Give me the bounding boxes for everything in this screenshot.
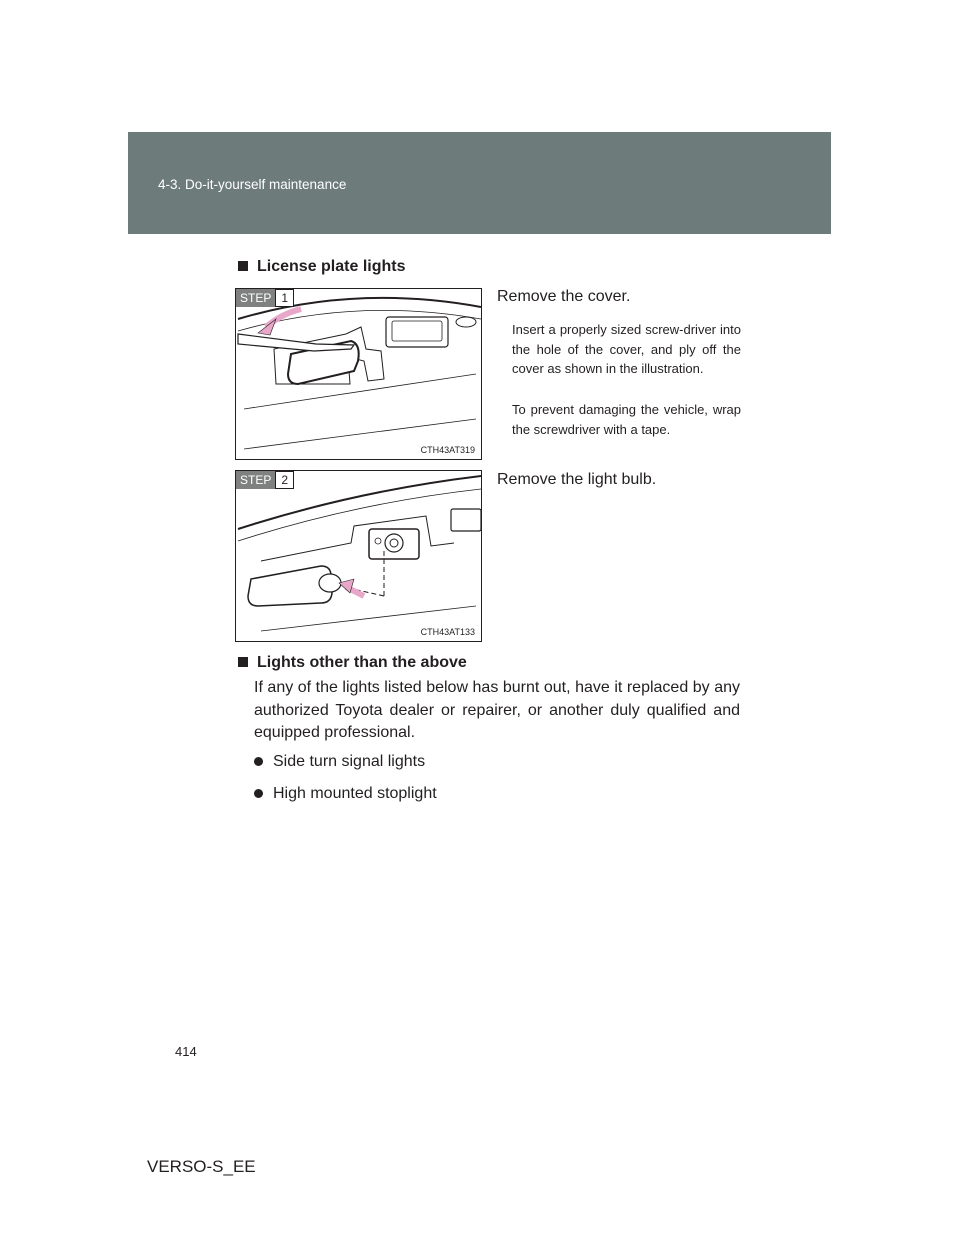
step1-badge xyxy=(236,289,294,307)
figure-code: CTH43AT319 xyxy=(420,445,475,455)
step1-instruction: Remove the cover. xyxy=(497,288,631,305)
figure-step1 xyxy=(235,288,482,460)
square-bullet-icon xyxy=(238,657,248,667)
other-lights-heading xyxy=(238,654,467,672)
page-number: 414 xyxy=(175,1044,197,1059)
list-item xyxy=(254,785,437,803)
list-item-text: High mounted stoplight xyxy=(273,785,437,802)
model-code: VERSO-S_EE xyxy=(147,1157,256,1176)
step1-note-2: To prevent damaging the vehicle, wrap the screwdriver with a tape. xyxy=(512,402,741,437)
license-section-heading xyxy=(238,258,405,276)
license-section-title: License plate lights xyxy=(257,258,406,275)
bulb-removal-illustration xyxy=(236,471,481,641)
step1-note-1: Insert a properly sized screw-driver into the hole of the cover, and ply off the cover as shown in the illustration. xyxy=(512,322,741,376)
step2-instruction: Remove the light bulb. xyxy=(497,471,657,488)
other-lights-title: Lights other than the above xyxy=(257,654,467,671)
step-label: STEP xyxy=(236,471,276,489)
square-bullet-icon xyxy=(238,261,248,271)
cover-removal-illustration xyxy=(236,289,481,459)
figure-step2 xyxy=(235,470,482,642)
step-label: STEP xyxy=(236,289,276,307)
chapter-header xyxy=(128,132,831,234)
figure-code: CTH43AT133 xyxy=(420,627,475,637)
list-item xyxy=(254,753,425,771)
step2-badge xyxy=(236,471,294,489)
chapter-title: 4-3. Do-it-yourself maintenance xyxy=(158,177,347,192)
bullet-icon xyxy=(254,757,263,766)
step-number: 2 xyxy=(276,471,294,489)
step-number: 1 xyxy=(276,289,294,307)
bullet-icon xyxy=(254,789,263,798)
other-lights-paragraph: If any of the lights listed below has burnt out, have it replaced by any authorized Toyota dealer or repairer, or another duly qualified and equipped professional. xyxy=(254,679,740,741)
list-item-text: Side turn signal lights xyxy=(273,753,426,770)
